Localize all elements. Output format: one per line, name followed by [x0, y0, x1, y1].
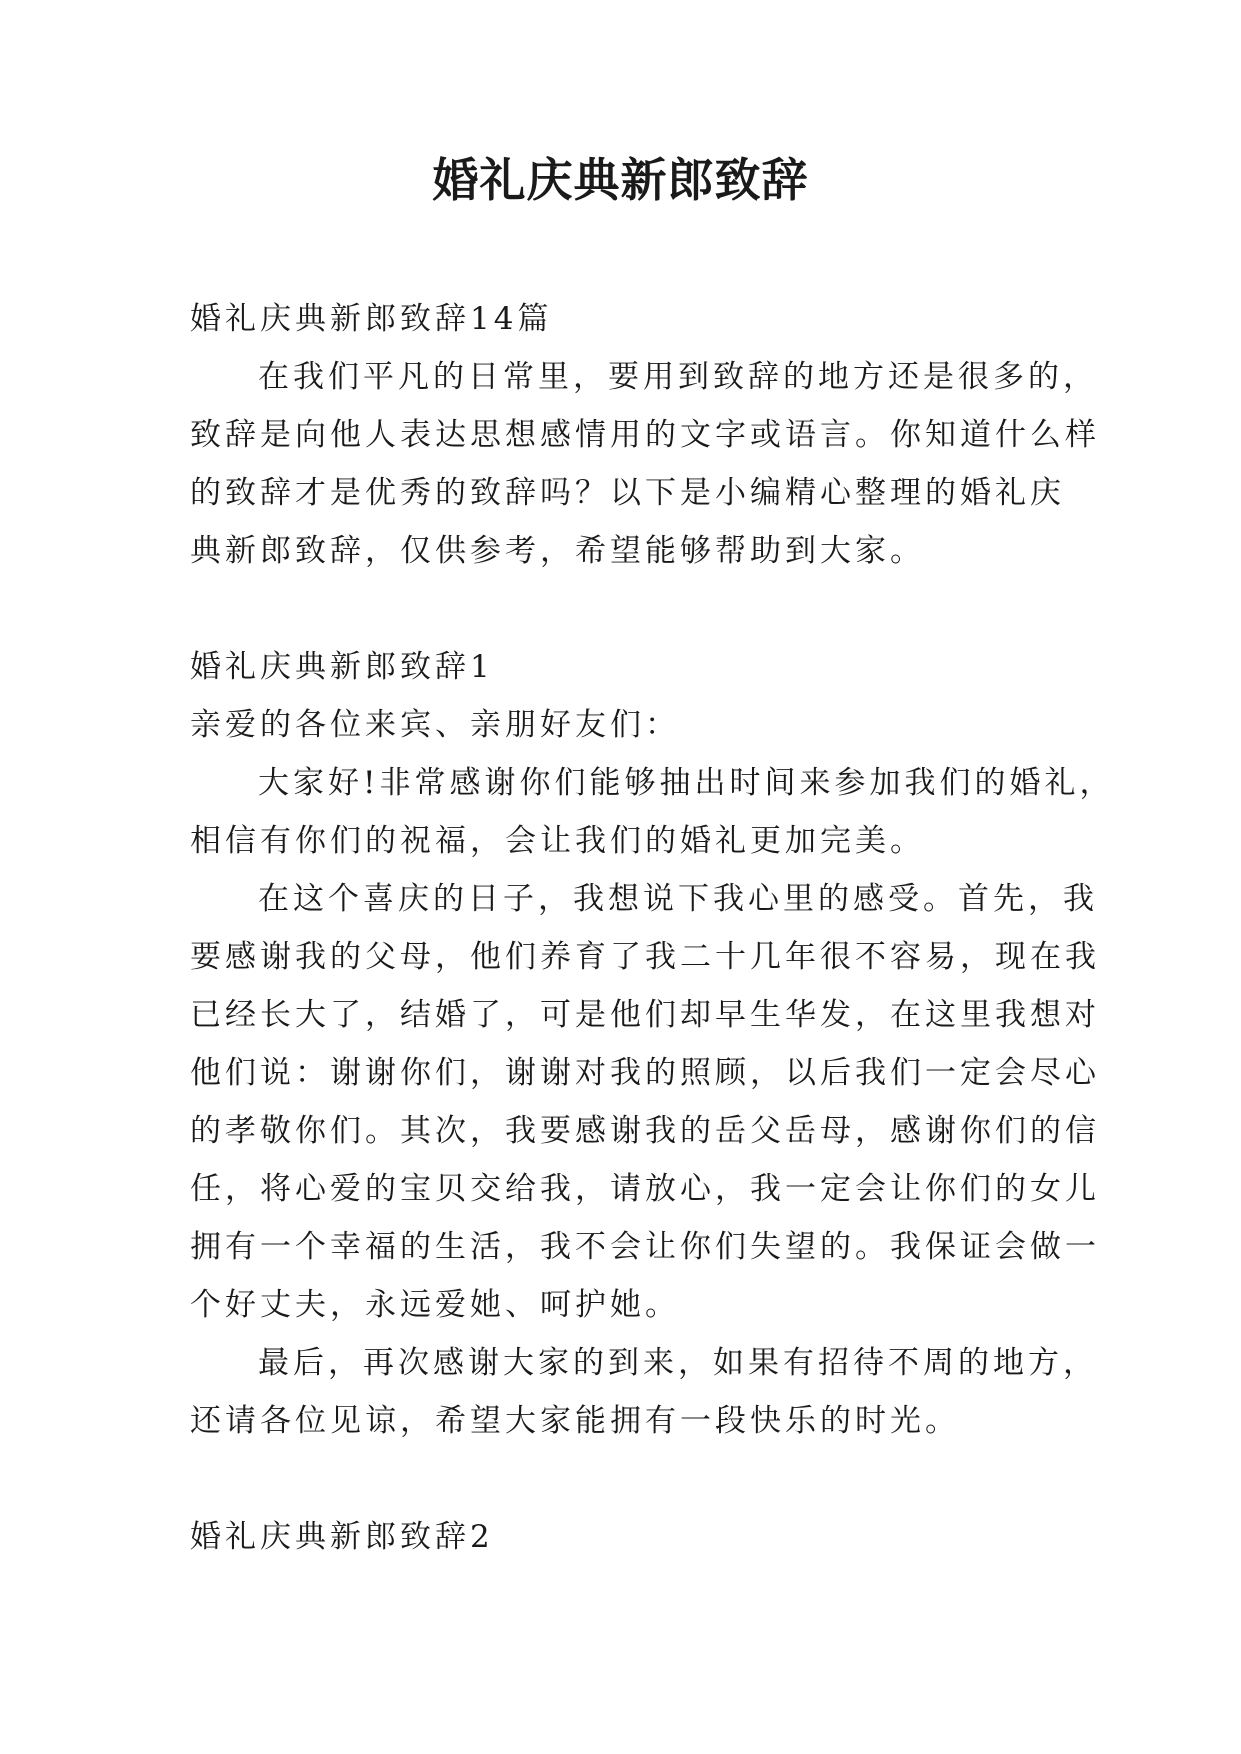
section1-para1-line-1: 大家好!非常感谢你们能够抽出时间来参加我们的婚礼，: [258, 765, 1115, 801]
section1-para2-line-8: 个好丈夫，永远爱她、呵护她。: [190, 1287, 680, 1323]
section1-para2-line-1: 在这个喜庆的日子，我想说下我心里的感受。首先，我: [258, 881, 1098, 917]
intro-line-1: 在我们平凡的日常里，要用到致辞的地方还是很多的，: [258, 359, 1098, 395]
section1-para2-line-4: 他们说：谢谢你们，谢谢对我的照顾，以后我们一定会尽心: [190, 1055, 1100, 1091]
document-body: [190, 290, 1115, 1566]
document-title: 婚礼庆典新郎致辞: [432, 153, 809, 207]
paragraph-gap: [190, 1450, 1070, 1508]
document-subtitle: 婚礼庆典新郎致辞14篇: [190, 301, 553, 337]
section1-para2-line-6: 任，将心爱的宝贝交给我，请放心，我一定会让你们的女儿: [190, 1171, 1100, 1207]
intro-line-3: 的致辞才是优秀的致辞吗？以下是小编精心整理的婚礼庆: [190, 475, 1065, 511]
section1-para2-line-3: 已经长大了，结婚了，可是他们却早生华发，在这里我想对: [190, 997, 1100, 1033]
section1-heading: 婚礼庆典新郎致辞1: [190, 649, 494, 685]
intro-line-4: 典新郎致辞，仅供参考，希望能够帮助到大家。: [190, 533, 925, 569]
intro-line-2: 致辞是向他人表达思想感情用的文字或语言。你知道什么样: [190, 417, 1100, 453]
section1-salutation: 亲爱的各位来宾、亲朋好友们：: [190, 707, 680, 743]
paragraph-gap: [190, 580, 1070, 638]
section1-para3-line-1: 最后，再次感谢大家的到来，如果有招待不周的地方，: [258, 1345, 1098, 1381]
section2-heading: 婚礼庆典新郎致辞2: [190, 1519, 494, 1555]
section1-para3-line-2: 还请各位见谅，希望大家能拥有一段快乐的时光。: [190, 1403, 960, 1439]
section1-para1-line-2: 相信有你们的祝福，会让我们的婚礼更加完美。: [190, 823, 925, 859]
section1-para2-line-2: 要感谢我的父母，他们养育了我二十几年很不容易，现在我: [190, 939, 1100, 975]
section1-para2-line-5: 的孝敬你们。其次，我要感谢我的岳父岳母，感谢你们的信: [190, 1113, 1100, 1149]
section1-para2-line-7: 拥有一个幸福的生活，我不会让你们失望的。我保证会做一: [190, 1229, 1100, 1265]
